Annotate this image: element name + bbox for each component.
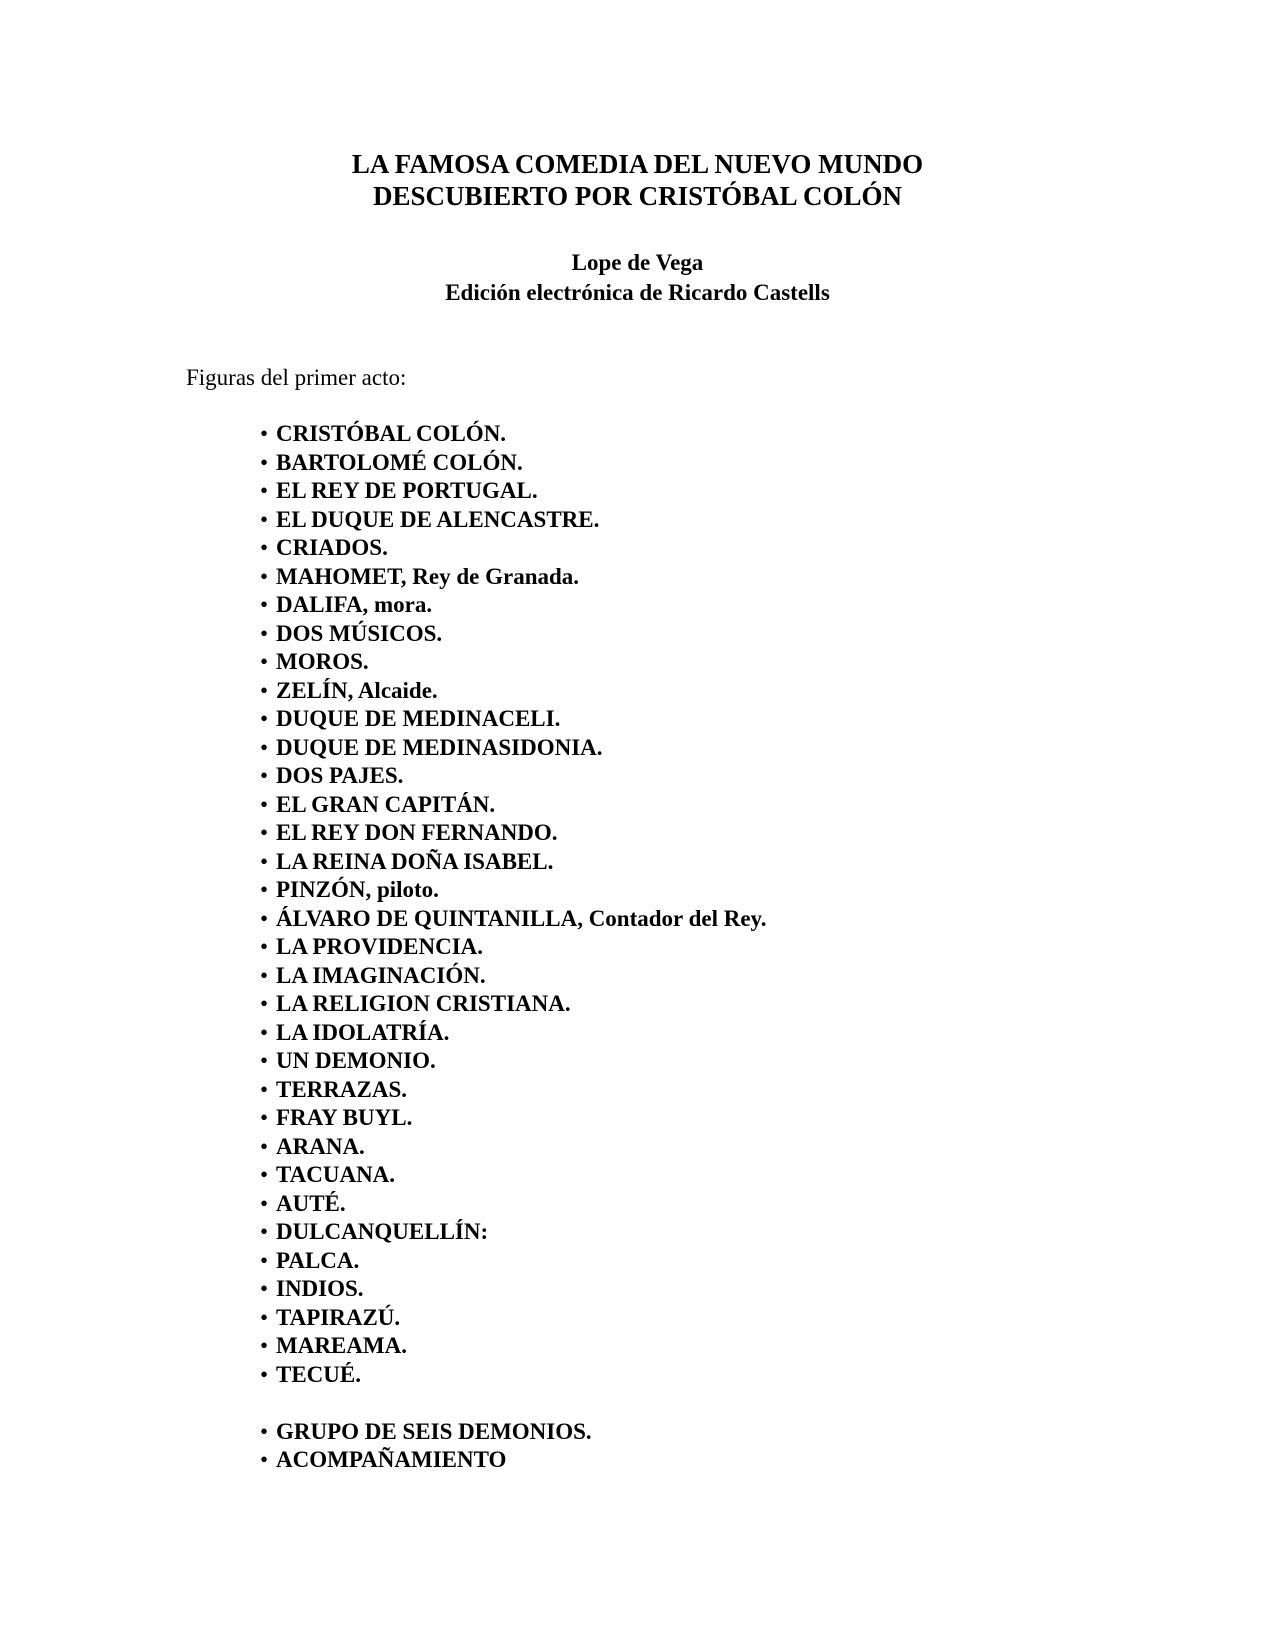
cast-member-name: ÁLVARO DE QUINTANILLA, Contador del Rey.: [276, 905, 767, 931]
cast-list-item: [260, 1361, 767, 1390]
bullet-icon: •: [260, 1162, 269, 1187]
edition-credit: Edición electrónica de Ricardo Castells: [445, 280, 830, 305]
cast-member-name: MAHOMET, Rey de Granada.: [276, 563, 580, 589]
bullet-icon: •: [260, 1019, 269, 1045]
cast-list-item: [260, 933, 767, 962]
cast-member-name: PALCA.: [276, 1247, 360, 1273]
cast-member-name: EL REY DE PORTUGAL.: [276, 478, 538, 503]
bullet-icon: •: [260, 1304, 269, 1330]
cast-list-item: [260, 791, 767, 820]
cast-member-name: GRUPO DE SEIS DEMONIOS.: [276, 1418, 592, 1444]
cast-member-name: LA RELIGION CRISTIANA.: [276, 991, 571, 1016]
cast-list-item: [260, 477, 767, 506]
bullet-icon: •: [260, 1219, 269, 1244]
cast-list-item: [260, 420, 767, 449]
bullet-icon: •: [260, 1361, 269, 1387]
bullet-icon: •: [260, 592, 269, 617]
cast-list-item: [260, 1076, 767, 1105]
cast-member-name: PINZÓN, piloto.: [276, 877, 439, 902]
bullet-icon: •: [260, 1076, 269, 1102]
bullet-icon: •: [260, 706, 269, 731]
cast-member-name: DOS MÚSICOS.: [276, 620, 443, 646]
bullet-icon: •: [260, 848, 269, 874]
section-heading: Figuras del primer acto:: [186, 365, 407, 390]
bullet-icon: •: [260, 478, 269, 503]
cast-member-name: BARTOLOMÉ COLÓN.: [276, 449, 523, 475]
cast-member-name: ACOMPAÑAMIENTO: [276, 1447, 507, 1472]
cast-list-item: [260, 1161, 767, 1190]
bullet-icon: •: [260, 506, 269, 532]
cast-list-item: [260, 1275, 767, 1304]
cast-member-name: AUTÉ.: [276, 1190, 346, 1216]
bullet-icon: •: [260, 1447, 269, 1472]
cast-list-item: [260, 563, 767, 592]
bullet-icon: •: [260, 1133, 269, 1159]
cast-member-name: LA IMAGINACIÓN.: [276, 962, 486, 988]
cast-list-item: [260, 1247, 767, 1276]
cast-member-name: DALIFA, mora.: [276, 592, 433, 617]
cast-list-item: [260, 506, 767, 535]
cast-member-name: ZELÍN, Alcaide.: [276, 677, 438, 703]
bullet-icon: •: [260, 1105, 269, 1130]
cast-list-item: [260, 1133, 767, 1162]
cast-member-name: TACUANA.: [276, 1162, 396, 1187]
cast-member-name: LA PROVIDENCIA.: [276, 934, 484, 959]
bullet-icon: •: [260, 620, 269, 646]
cast-member-name: INDIOS.: [276, 1276, 364, 1301]
cast-member-name: TECUÉ.: [276, 1361, 361, 1387]
cast-list-item: [260, 534, 767, 563]
cast-member-name: CRIADOS.: [276, 535, 388, 560]
cast-list-item: [260, 734, 767, 763]
cast-list-item: [260, 819, 767, 848]
cast-member-name: FRAY BUYL.: [276, 1105, 413, 1130]
cast-list-item: [260, 848, 767, 877]
bullet-icon: •: [260, 962, 269, 988]
cast-member-name: ARANA.: [276, 1133, 365, 1159]
cast-member-name: TERRAZAS.: [276, 1076, 408, 1102]
cast-list-item: [260, 620, 767, 649]
cast-list-item: [260, 1019, 767, 1048]
cast-member-name: LA REINA DOÑA ISABEL.: [276, 848, 554, 874]
bullet-icon: •: [260, 820, 269, 845]
cast-member-name: EL REY DON FERNANDO.: [276, 820, 558, 845]
bullet-icon: •: [260, 934, 269, 959]
cast-list: [260, 420, 767, 1475]
cast-list-item: [260, 962, 767, 991]
cast-list-item: [260, 1190, 767, 1219]
cast-list-item: [260, 1418, 767, 1447]
cast-member-name: CRISTÓBAL COLÓN.: [276, 421, 507, 446]
bullet-icon: •: [260, 791, 269, 817]
list-spacer: [260, 1389, 767, 1418]
bullet-icon: •: [260, 677, 269, 703]
cast-list-item: [260, 990, 767, 1019]
bullet-icon: •: [260, 763, 269, 788]
bullet-icon: •: [260, 563, 269, 589]
bullet-icon: •: [260, 991, 269, 1016]
bullet-icon: •: [260, 1333, 269, 1358]
cast-member-name: DULCANQUELLÍN:: [276, 1219, 489, 1244]
author-name: Lope de Vega: [571, 250, 704, 275]
bullet-icon: •: [260, 1247, 269, 1273]
cast-member-name: DUQUE DE MEDINASIDONIA.: [276, 734, 603, 760]
cast-list-item: [260, 905, 767, 934]
cast-list-item: [260, 1104, 767, 1133]
cast-member-name: EL DUQUE DE ALENCASTRE.: [276, 506, 600, 532]
cast-member-name: DOS PAJES.: [276, 763, 404, 788]
cast-member-name: TAPIRAZÚ.: [276, 1304, 401, 1330]
cast-list-item: [260, 591, 767, 620]
bullet-icon: •: [260, 877, 269, 902]
cast-list-item: [260, 1218, 767, 1247]
bullet-icon: •: [260, 905, 269, 931]
bullet-icon: •: [260, 1418, 269, 1444]
bullet-icon: •: [260, 1190, 269, 1216]
bullet-icon: •: [260, 649, 269, 674]
cast-list-item: [260, 1304, 767, 1333]
cast-list-item: [260, 762, 767, 791]
bullet-icon: •: [260, 421, 269, 446]
cast-member-name: LA IDOLATRÍA.: [276, 1019, 450, 1045]
bullet-icon: •: [260, 1048, 269, 1073]
cast-list-item: [260, 1047, 767, 1076]
cast-list-item: [260, 648, 767, 677]
cast-list-item: [260, 677, 767, 706]
cast-member-name: MAREAMA.: [276, 1333, 407, 1358]
cast-list-item: [260, 1332, 767, 1361]
cast-list-item: [260, 1446, 767, 1475]
title-line-1: LA FAMOSA COMEDIA DEL NUEVO MUNDO: [351, 149, 924, 179]
cast-member-name: MOROS.: [276, 649, 369, 674]
bullet-icon: •: [260, 449, 269, 475]
bullet-icon: •: [260, 734, 269, 760]
cast-list-item: [260, 876, 767, 905]
bullet-icon: •: [260, 1276, 269, 1301]
document-title: [0, 148, 1275, 212]
cast-list-item: [260, 449, 767, 478]
cast-member-name: UN DEMONIO.: [276, 1048, 436, 1073]
bullet-icon: •: [260, 535, 269, 560]
author-block: [0, 248, 1275, 308]
cast-member-name: EL GRAN CAPITÁN.: [276, 791, 496, 817]
title-line-2: DESCUBIERTO POR CRISTÓBAL COLÓN: [373, 181, 902, 211]
cast-list-item: [260, 705, 767, 734]
cast-member-name: DUQUE DE MEDINACELI.: [276, 706, 561, 731]
